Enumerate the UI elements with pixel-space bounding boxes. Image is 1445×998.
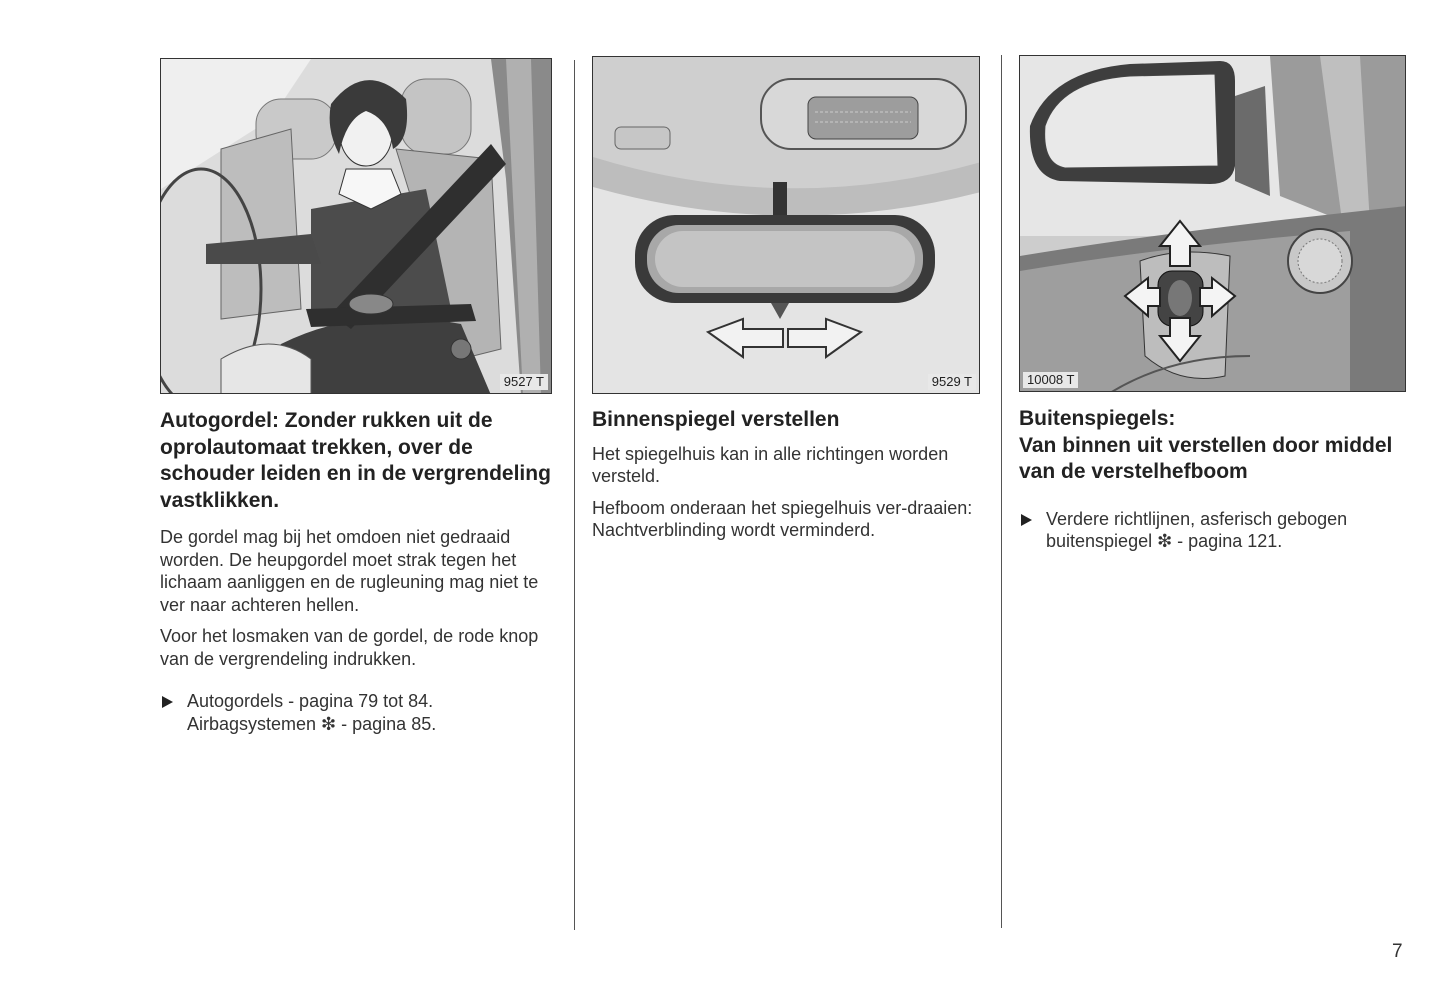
body-paragraph: Voor het losmaken van de gordel, de rode knop van de vergrendeling indrukken. [160,626,539,669]
section-heading: Autogordel: Zonder rukken uit de oprolautomaat trekken, over de schouder leiden en in de vergrendeling vastklikken. [160,409,551,512]
figure-code: 9529 T [928,374,976,390]
body-paragraph: Het spiegelhuis kan in alle richtingen worden versteld. [592,443,949,486]
column-divider-1 [574,60,575,930]
seatbelt-drawing [161,59,552,394]
figure-code: 9527 T [500,374,548,390]
interior-mirror-drawing [593,57,980,394]
reference-bullet [1019,508,1419,553]
bullet-arrow-icon [1021,514,1032,526]
column-divider-2 [1001,55,1002,928]
interior-mirror-illustration [592,56,980,394]
heading-line: Van binnen uit verstellen door middel van de verstelhefboom [1019,433,1393,483]
section-heading [1019,406,1419,486]
column-interior-mirror [592,407,987,542]
body-paragraph: Hefboom onderaan het spiegelhuis ver-draaien: Nachtverblinding wordt verminderd. [592,497,973,540]
exterior-mirror-illustration [1019,55,1406,392]
reference-bullet [160,690,560,735]
heading-line: Buitenspiegels: [1019,407,1176,430]
section-heading: Binnenspiegel verstellen [592,408,840,431]
body-paragraph: De gordel mag bij het omdoen niet gedraaid worden. De heupgordel moet strak tegen het lichaam aanliggen en de rugleuning mag niet te ver naar achteren hellen. [160,527,539,615]
seatbelt-illustration [160,58,552,394]
reference-link[interactable]: Airbagsystemen ❇ - pagina 85. [187,713,437,734]
column-exterior-mirror [1019,406,1419,553]
reference-link[interactable]: Autogordels - pagina 79 tot 84. [187,691,434,711]
exterior-mirror-drawing [1020,56,1406,392]
reference-link[interactable]: buitenspiegel ❇ - pagina 121. [1046,531,1283,551]
figure-code: 10008 T [1023,372,1078,388]
column-seatbelt [160,408,560,735]
page-number: 7 [1392,941,1403,962]
bullet-arrow-icon [162,696,173,708]
reference-link[interactable]: Verdere richtlijnen, asferisch gebogen [1046,508,1348,529]
